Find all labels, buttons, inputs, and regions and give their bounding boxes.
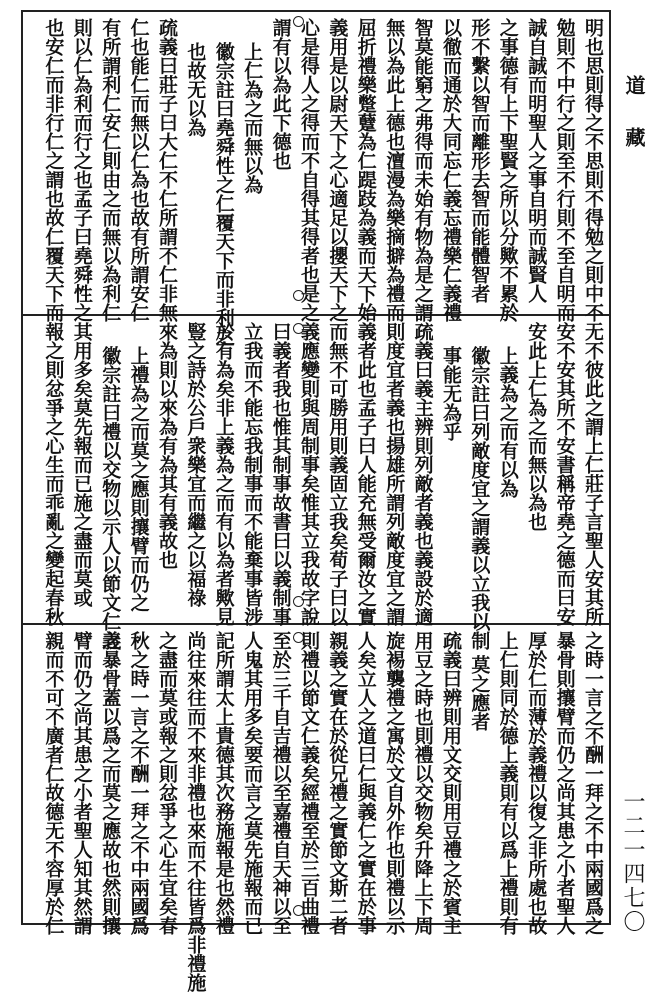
- text-column: 之盡而莫或報之則忿爭之心生宜矣春: [156, 631, 178, 935]
- text-column: 曰義者我也惟其制事故書曰以義制事: [269, 322, 292, 626]
- text-column: 尚往來往而不來非禮也來而不往皆爲非禮施: [184, 631, 207, 992]
- text-column: 安不安其所不安書稱帝堯之德而曰安: [553, 322, 576, 626]
- text-column: 屈折禮樂蹩躠為仁踶跂為義而天下始: [354, 18, 377, 322]
- text-column: 謂有以為此下德也: [269, 18, 292, 170]
- text-column: 安此上仁為之而無以為也: [525, 322, 548, 531]
- text-column: 立我而不能忘我制事而不能棄事皆涉: [241, 322, 264, 626]
- text-column: 親義之實在於從兄禮之實節文斯二者: [326, 631, 349, 935]
- text-column: 徽宗註曰禮以交物以示人以節文仁義: [99, 346, 122, 650]
- text-column: 疏義曰義主辨則列敵者義也義設於適: [411, 322, 434, 626]
- text-column: 之暴骨蓋以爲之而莫之應故也然則攘: [99, 631, 122, 935]
- text-column: 也安仁而非行仁之謂也故仁覆天下而: [42, 18, 65, 322]
- page-number: 一二一四七〇: [620, 790, 645, 934]
- text-column: 上仁為之而無以為: [241, 42, 264, 194]
- text-column: 用豆之時也則禮以交物矣升降上下周: [411, 631, 434, 935]
- text-column: 而無不可勝用則義固立我矣荀子曰以: [326, 322, 349, 626]
- text-column: 事能无為乎: [440, 346, 462, 441]
- text-column: 記所謂太上貴德其次務施報是也然禮: [212, 631, 235, 935]
- text-column: 徽宗註曰列敵度宜之謂義以立我以制: [468, 346, 491, 650]
- text-panel-top: [23, 12, 609, 346]
- text-column: 徽宗註曰堯舜性之仁覆天下而非利之: [212, 42, 235, 346]
- text-column: 人鬼其用多矣要而言之莫先施報而已: [241, 631, 264, 935]
- text-column: 則以仁為利而行之也孟子曰堯舜性之: [70, 18, 93, 322]
- margin-title: 道 藏: [622, 75, 646, 153]
- text-column: 厚於仁而薄於義禮以復之非所處也故: [525, 631, 548, 935]
- text-column: 明也思則得之不思則不得勉之則中不: [582, 18, 604, 322]
- text-column: 義者此也孟子曰人能充無受爾汝之實: [354, 322, 377, 626]
- text-column: 親而不可不廣者仁故德无不容厚於仁: [42, 631, 65, 935]
- text-column: 上禮為之而莫之應則攘臂而仍之: [127, 346, 150, 612]
- text-column: 誠自誠而明聖人之事自明而誠賢人: [525, 18, 548, 303]
- section-circle-marker: [293, 323, 304, 334]
- text-column: 秋之時一言之不酬一拜之不中兩國爲: [127, 631, 150, 935]
- section-circle-marker: [293, 632, 304, 643]
- text-column: 無以為此上德也澶漫為樂摘擗為禮而: [383, 18, 406, 322]
- text-column: 以徹而通於大同忘仁義忘禮樂仁義禮: [440, 18, 462, 322]
- text-panel-bottom: [23, 625, 609, 992]
- text-column: 豎之詩於公戶衆樂宜而繼之以福祿: [184, 322, 207, 607]
- text-column: 疏義曰辨則用文交則用豆禮之於賓主: [440, 631, 462, 935]
- section-circle-marker: [293, 16, 304, 27]
- text-column: 來為則以來為有為其有義故也: [156, 322, 178, 569]
- section-circle-marker: [293, 596, 304, 607]
- text-column: 也故无以為: [184, 42, 207, 137]
- text-column: 暴骨則攘臂而仍之尚其患之小者聖人: [553, 631, 576, 935]
- text-column: 智莫能窮之弗得而未始有物為是之謂: [411, 18, 434, 322]
- text-column: 上義為之而有以為: [496, 346, 519, 498]
- text-column: 心是得人之得而不自得其得者也是之: [298, 18, 320, 322]
- text-column: 有所謂利仁安仁則由之而無以為利仁: [99, 18, 122, 322]
- text-column: 則度宜者義也揚雄所謂列敵度宜之謂: [383, 322, 406, 626]
- text-column: 仁也能仁而無以仁為也故有所謂安仁: [127, 18, 150, 322]
- text-panel-middle: [23, 316, 609, 650]
- text-column: 於有為矣非上義為之而有以為者歟見: [212, 322, 235, 626]
- text-column: 義用是以尉天下之心適足以攖天下之: [326, 18, 349, 322]
- text-column: 則禮以節文仁義矣經禮至於三百曲禮: [298, 631, 320, 935]
- section-circle-marker: [293, 905, 304, 916]
- text-column: 之事德有上下聖賢之所以分歟不累於: [496, 18, 519, 322]
- text-column: 義應變則與周制事矣惟其立我故字說: [298, 322, 320, 626]
- text-column: 之時一言之不酬一拜之不中兩國爲之: [582, 631, 604, 935]
- text-column: 上仁則同於德上義則有以爲上禮則有: [496, 631, 519, 935]
- text-column: 人矣立人之道曰仁與義仁之實在於事: [354, 631, 377, 935]
- text-column: 至於三千自吉禮以至嘉禮自天神以至: [269, 631, 292, 935]
- section-circle-marker: [293, 290, 304, 301]
- text-column: 臂而仍之尚其患之小者聖人知其然謂: [70, 631, 93, 935]
- text-column: 莫之應者: [468, 655, 491, 731]
- text-column: 其用多矣莫先報而已施之盡而莫或: [70, 322, 93, 607]
- text-column: 形不繫以智而離形去智而能體智者: [468, 18, 491, 303]
- text-column: 无不彼此之謂上仁莊子言聖人安其所: [582, 322, 604, 626]
- text-column: 旋裼襲禮之寓於文自外作也則禮以示: [383, 631, 406, 935]
- text-column: 疏義曰莊子曰大仁不仁所謂不仁非無: [156, 18, 178, 322]
- text-column: 報之則忿爭之心生而乖亂之變起春秋: [42, 322, 65, 626]
- text-column: 勉則不中行之則至不行則不至自明而: [553, 18, 576, 322]
